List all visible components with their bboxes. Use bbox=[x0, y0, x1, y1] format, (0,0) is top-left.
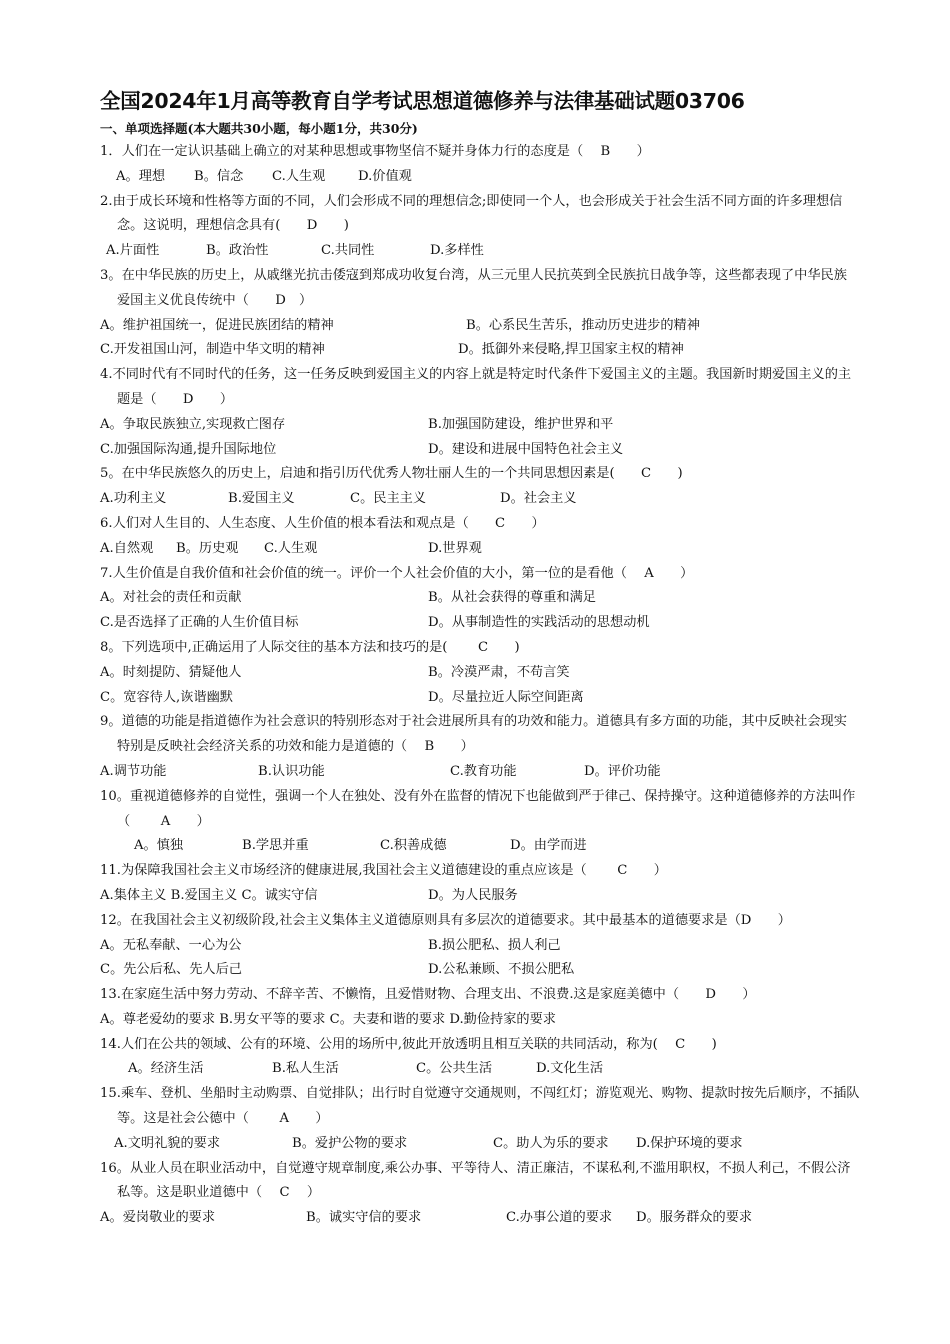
page-title: 全国2024年1月高等教育自学考试思想道德修养与法律基础试题03706 bbox=[100, 89, 745, 113]
option-c: C。公共生活 bbox=[416, 1061, 493, 1077]
question-4 bbox=[100, 363, 860, 462]
question-6 bbox=[100, 512, 860, 562]
option-d: D。社会主义 bbox=[500, 491, 577, 507]
option-c: C.人生观 bbox=[264, 540, 318, 556]
option-row bbox=[100, 934, 860, 959]
question-stem: 6.人们对人生目的、人生态度、人生价值的根本看法和观点是（ C ） bbox=[100, 515, 545, 531]
question-14 bbox=[100, 1033, 860, 1083]
option-row bbox=[100, 884, 860, 909]
option-d: D。建设和进展中国特色社会主义 bbox=[428, 441, 624, 457]
option-b: B.加强国防建设，维护世界和平 bbox=[428, 416, 614, 432]
question-stem: 15.乘车、登机、坐船时主动购票、自觉排队；出行时自觉遵守交通规则，不闯红灯；游览观光、购物、提款时按先后顺序，不插队等。这是社会公德中（ A ） bbox=[100, 1086, 860, 1127]
option-row bbox=[100, 611, 860, 636]
option-row bbox=[100, 834, 860, 859]
option-d: D.文化生活 bbox=[536, 1061, 604, 1077]
question-1 bbox=[100, 140, 860, 190]
option-d: D。为人民服务 bbox=[428, 887, 518, 903]
option-row bbox=[100, 958, 860, 983]
option-b: B。诚实守信的要求 bbox=[306, 1210, 422, 1226]
option-b: B。从社会获得的尊重和满足 bbox=[428, 590, 596, 606]
section-heading: 一、单项选择题(本大题共30小题，每小题1分，共30分) bbox=[100, 121, 418, 136]
question-12 bbox=[100, 909, 860, 983]
question-stem: 2.由于成长环境和性格等方面的不同，人们会形成不同的理想信念;即使同一个人，也会形成关于社会生活不同方面的许多理想信念。这说明，理想信念具有( D ) bbox=[100, 193, 843, 234]
option-a: A。经济生活 bbox=[128, 1061, 204, 1077]
option-a: A。爱岗敬业的要求 bbox=[100, 1210, 216, 1226]
option-row bbox=[100, 760, 860, 785]
option-b: B。冷漠严肃，不苟言笑 bbox=[428, 664, 570, 680]
option-b: B.损公肥私、损人利己 bbox=[428, 937, 561, 953]
option-c: C。助人为乐的要求 bbox=[493, 1135, 609, 1151]
option-a: A。维护祖国统一，促进民族团结的精神 bbox=[100, 317, 334, 333]
option-b: B。爱护公物的要求 bbox=[292, 1135, 408, 1151]
option-c: C。宽容待人,诙谐幽默 bbox=[100, 689, 233, 705]
option-b: B.私人生活 bbox=[272, 1061, 339, 1077]
option-row bbox=[100, 413, 860, 438]
option-c: C.教育功能 bbox=[450, 763, 517, 779]
option-d: D.多样性 bbox=[430, 243, 484, 259]
question-11 bbox=[100, 859, 860, 909]
option-d: D.保护环境的要求 bbox=[636, 1135, 743, 1151]
question-15 bbox=[100, 1082, 860, 1156]
question-stem: 8。下列选项中,正确运用了人际交往的基本方法和技巧的是( C ) bbox=[100, 639, 520, 655]
question-16 bbox=[100, 1157, 860, 1231]
option-row bbox=[100, 686, 860, 711]
option-row bbox=[100, 438, 860, 463]
option-d: D。评价功能 bbox=[584, 763, 661, 779]
question-7 bbox=[100, 562, 860, 636]
option-c: C.加强国际沟通,提升国际地位 bbox=[100, 441, 277, 457]
exam-page bbox=[100, 86, 860, 1231]
option-row bbox=[100, 1206, 860, 1231]
option-b: B.认识功能 bbox=[258, 763, 325, 779]
question-stem: 16。从业人员在职业活动中，自觉遵守规章制度,乘公办事、平等待人、清正廉洁，不谋私利,不滥用职权，不损人利己，不假公济私等。这是职业道德中（ C ） bbox=[100, 1160, 851, 1201]
option-d: D。由学而进 bbox=[510, 838, 587, 854]
option-row bbox=[100, 1132, 860, 1157]
question-stem: 11.为保障我国社会主义市场经济的健康进展,我国社会主义道德建设的重点应该是（ C ） bbox=[100, 863, 667, 879]
question-stem: 5。在中华民族悠久的历史上，启迪和指引历代优秀人物壮丽人生的一个共同思想因素是( C ) bbox=[100, 466, 683, 482]
question-stem: 14.人们在公共的领域、公有的环境、公用的场所中,彼此开放透明且相互关联的共同活动，称为( C ) bbox=[100, 1036, 717, 1052]
question-stem: 7.人生价值是自我价值和社会价值的统一。评价一个人社会价值的大小，第一位的是看他（ A ） bbox=[100, 565, 694, 581]
option-d: D.公私兼顾、不损公肥私 bbox=[428, 962, 575, 978]
option-b: B。心系民生苦乐，推动历史进步的精神 bbox=[466, 317, 700, 333]
question-stem: 9。道德的功能是指道德作为社会意识的特别形态对于社会进展所具有的功效和能力。道德具有多方面的功能，其中反映社会现实特别是反映社会经济关系的功效和能力是道德的（ B ） bbox=[100, 714, 847, 755]
option-c: C.积善成德 bbox=[380, 838, 447, 854]
option-d: D.世界观 bbox=[428, 540, 482, 556]
option-row: A。尊老爱幼的要求 B.男女平等的要求 C。夫妻和谐的要求 D.勤俭持家的要求 bbox=[100, 1011, 556, 1027]
option-c: C.开发祖国山河，制造中华文明的精神 bbox=[100, 342, 325, 358]
option-row bbox=[100, 537, 860, 562]
question-stem: 1．人们在一定认识基础上确立的对某种思想或事物坚信不疑并身体力行的态度是（ B ） bbox=[100, 144, 650, 159]
question-10 bbox=[100, 785, 860, 859]
option-a: A.调节功能 bbox=[100, 763, 167, 779]
option-c: C.人生观 bbox=[272, 168, 326, 184]
question-stem: 13.在家庭生活中努力劳动、不辞辛苦、不懒惰，且爱惜财物、合理支出、不浪费.这是家庭美德中（ D ） bbox=[100, 987, 756, 1003]
option-b: B.学思并重 bbox=[242, 838, 309, 854]
option-a: A。对社会的责任和贡献 bbox=[100, 590, 242, 606]
option-c: C.办事公道的要求 bbox=[506, 1210, 613, 1226]
option-a: A.片面性 bbox=[106, 243, 160, 259]
option-row bbox=[100, 338, 860, 363]
option-d: D。从事制造性的实践活动的思想动机 bbox=[428, 615, 650, 631]
option-a: A.文明礼貌的要求 bbox=[114, 1135, 221, 1151]
option-a: A。理想 bbox=[116, 168, 166, 184]
question-stem: 3。在中华民族的历史上，从戚继光抗击倭寇到郑成功收复台湾，从三元里人民抗英到全民族抗日战争等，这些都表现了中华民族爱国主义优良传统中（ D ） bbox=[100, 267, 847, 308]
option-d: D。抵御外来侵略,捍卫国家主权的精神 bbox=[458, 342, 684, 358]
question-8 bbox=[100, 636, 860, 710]
question-stem: 4.不同时代有不同时代的任务，这一任务反映到爱国主义的内容上就是特定时代条件下爱国主义的主题。我国新时期爱国主义的主题是（ D ） bbox=[100, 367, 852, 407]
option-b: B。政治性 bbox=[206, 243, 269, 259]
option-row bbox=[100, 487, 860, 512]
option-a: A。争取民族独立,实现救亡图存 bbox=[100, 416, 286, 432]
option-c: C.共同性 bbox=[321, 243, 375, 259]
option-row bbox=[100, 314, 860, 339]
option-c: C。先公后私、先人后己 bbox=[100, 962, 242, 978]
question-stem: 12。在我国社会主义初级阶段,社会主义集体主义道德原则具有多层次的道德要求。其中最基本的道德要求是（D ） bbox=[100, 912, 791, 928]
option-row bbox=[100, 586, 860, 611]
question-5 bbox=[100, 462, 860, 512]
option-b: B。历史观 bbox=[176, 540, 239, 556]
option-c: C.是否选择了正确的人生价值目标 bbox=[100, 615, 299, 631]
option-d: D。服务群众的要求 bbox=[636, 1210, 753, 1226]
option-a: A。无私奉献、一心为公 bbox=[100, 937, 242, 953]
option-abc: A.集体主义 B.爱国主义 C。诚实守信 bbox=[100, 887, 318, 903]
option-c: C。民主主义 bbox=[350, 491, 427, 507]
option-a: A。慎独 bbox=[134, 838, 184, 854]
option-row bbox=[100, 661, 860, 686]
option-a: A。时刻提防、猜疑他人 bbox=[100, 664, 242, 680]
option-d: D。尽量拉近人际空间距离 bbox=[428, 689, 584, 705]
option-row bbox=[100, 165, 860, 190]
question-stem: 10。重视道德修养的自觉性，强调一个人在独处、没有外在监督的情况下也能做到严于律己、保持操守。这种道德修养的方法叫作（ A ） bbox=[100, 788, 856, 829]
question-9 bbox=[100, 710, 860, 784]
option-b: B.爱国主义 bbox=[228, 491, 295, 507]
option-a: A.功利主义 bbox=[100, 491, 167, 507]
option-b: B。信念 bbox=[194, 168, 244, 184]
question-13 bbox=[100, 983, 860, 1033]
option-a: A.自然观 bbox=[100, 540, 154, 556]
option-row bbox=[100, 239, 860, 264]
question-2 bbox=[100, 190, 860, 264]
option-row bbox=[100, 1057, 860, 1082]
question-3 bbox=[100, 264, 860, 363]
option-d: D.价值观 bbox=[358, 168, 412, 184]
